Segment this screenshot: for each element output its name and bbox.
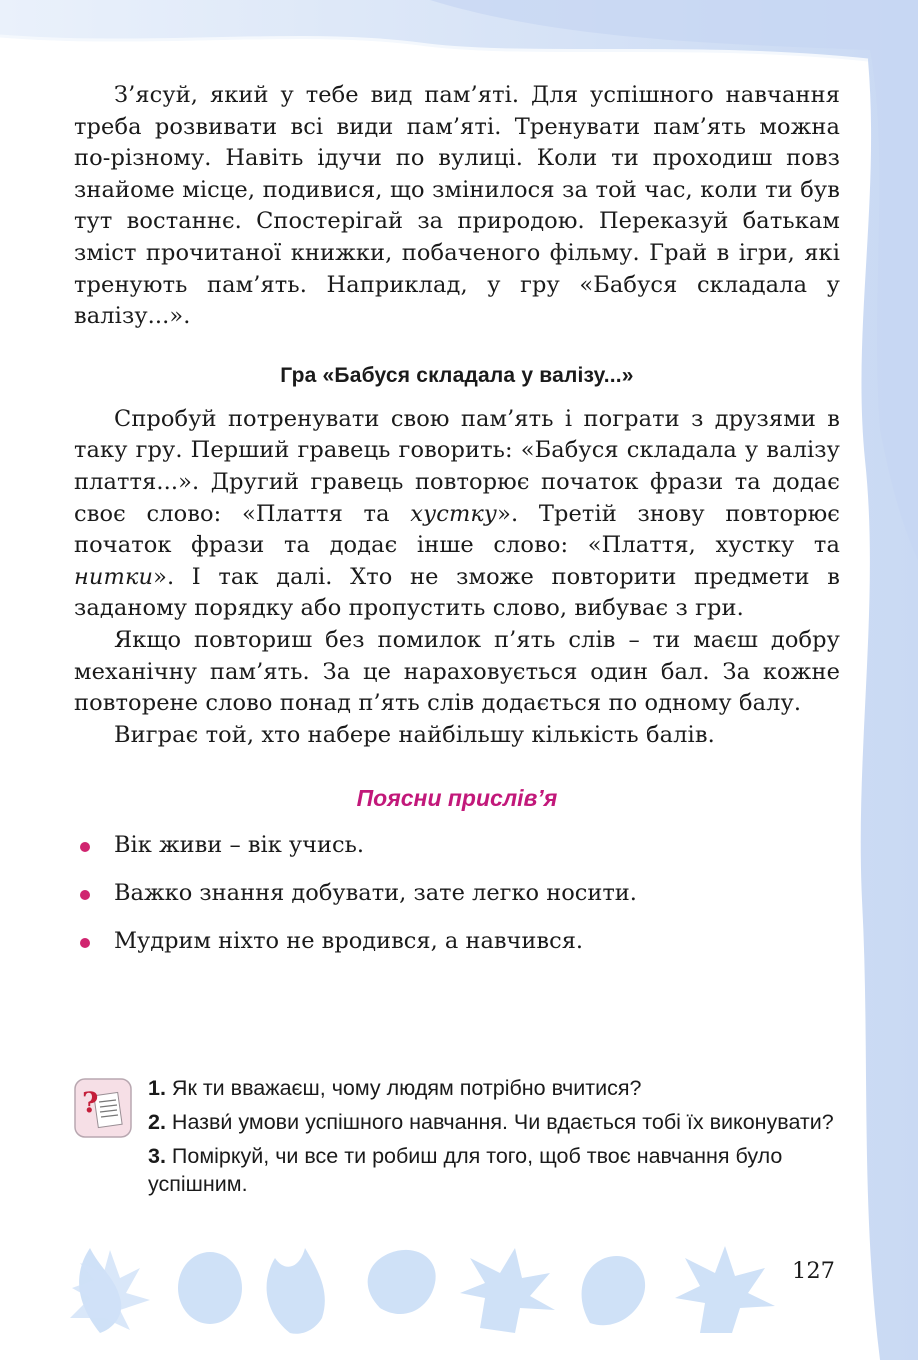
question-document-icon — [74, 1078, 132, 1138]
question-item: 1. Як ти вважаєш, чому людям потрібно вчитися? — [148, 1076, 642, 1100]
bullet-icon — [80, 938, 90, 948]
score-paragraph: Якщо повториш без помилок п’ять слів – ти маєш добру механічну пам’ять. За це нараховується один бал. За кожне повторене слово понад п’ять слів додається по одному балу. — [74, 626, 840, 717]
question-item: 3. Поміркуй, чи все ти робиш для того, щоб твоє навчання було успішним. — [148, 1144, 783, 1196]
game-paragraph: Спробуй потренувати свою пам’ять і пограти з друзями в таку гру. Перший гравець говорить: «Бабуся складала у валізу плаття...». Другий гравець повторює початок фрази та додає своє слово: «Плаття та хустку». Третій знову повторює початок фрази та додає інше слово: «Плаття, хустку та нитки». І так далі. Хто не зможе повторити предмети в заданому порядку або пропустить слово, вибуває з гри. — [74, 405, 840, 622]
page-number: 127 — [792, 1258, 835, 1284]
intro-paragraph: З’ясуй, який у тебе вид пам’яті. Для успішного навчання треба розвивати всі види пам’яті. Тренувати пам’ять можна по-різному. Навіть ідучи по вулиці. Коли ти проходиш повз знайоме місце, подивися, що змінилося за той час, коли ти був тут востаннє. Спостерігай за природою. Переказуй батькам зміст прочитаної книжки, побаченого фільму. Грай в ігри, які тренують пам’ять. Наприклад, у гру «Бабуся складала у валізу...». — [74, 82, 840, 330]
leaf-decoration — [60, 1238, 820, 1338]
question-item: 2. Назви́ умови успішного навчання. Чи вдається тобі їх виконувати? — [148, 1110, 834, 1134]
game-heading: Гра «Бабуся складала у валізу...» — [280, 363, 634, 387]
svg-text:?: ? — [82, 1086, 99, 1119]
list-item: Мудрим ніхто не вродився, а навчився. — [114, 926, 840, 957]
questions-block — [148, 1074, 840, 1204]
bullet-icon — [80, 890, 90, 900]
proverbs-list — [74, 830, 840, 957]
proverbs-heading: Поясни прислів’я — [356, 785, 558, 812]
bullet-icon — [80, 842, 90, 852]
winner-paragraph: Виграє той, хто набере найбільшу кількість балів. — [114, 721, 715, 748]
list-item: Вік живи – вік учись. — [114, 830, 840, 861]
list-item: Важко знання добувати, зате легко носити. — [114, 878, 840, 909]
main-content — [74, 80, 840, 974]
